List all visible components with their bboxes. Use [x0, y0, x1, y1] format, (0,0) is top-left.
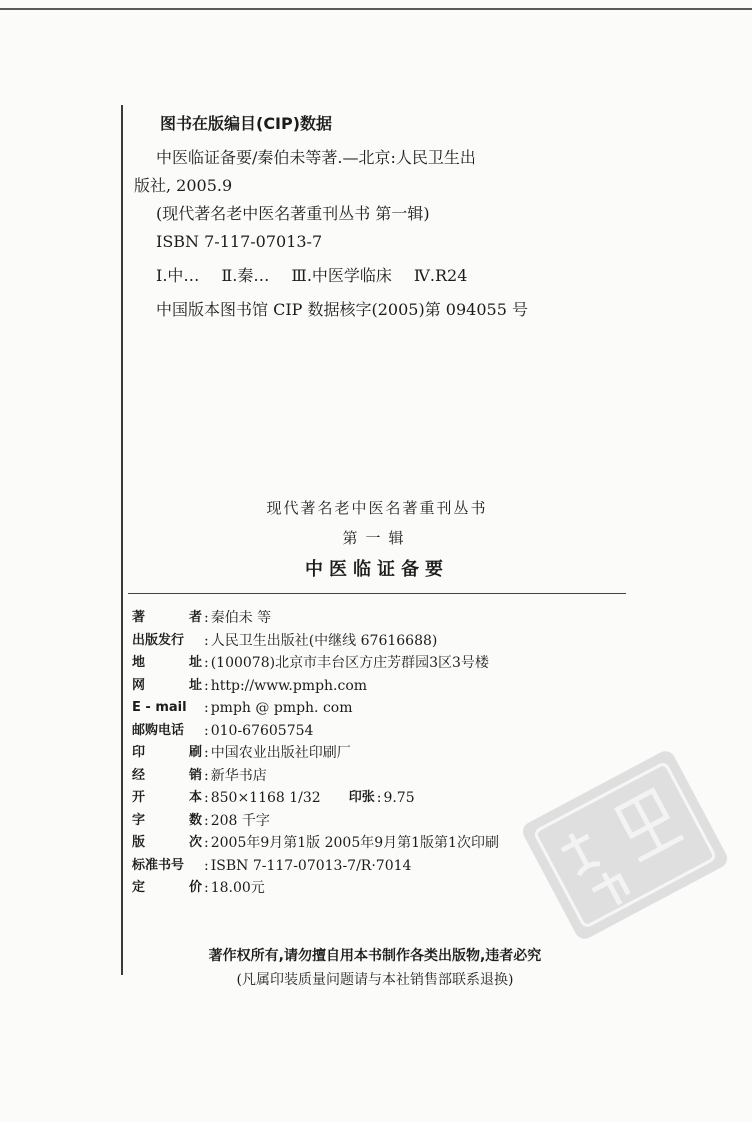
row-value: 人民卫生出版社(中继线 67616688)	[210, 632, 438, 649]
row-label: 印 刷	[132, 745, 202, 760]
cip-heading: 图书在版编目(CIP)数据	[160, 114, 333, 133]
row-value: 850×1168 1/32	[210, 790, 321, 806]
row-value: (100078)北京市丰台区方庄芳群园3区3号楼	[210, 655, 489, 671]
row-value: 208 千字	[210, 812, 270, 829]
title-divider	[128, 593, 626, 594]
row-label: 出版发行	[132, 632, 185, 648]
colophon-row-price: 定 价 : 18.00元	[132, 877, 632, 900]
row-value: http://www.pmph.com	[210, 677, 368, 694]
row-label: 标准书号	[132, 857, 185, 873]
row-value: ISBN 7-117-07013-7/R·7014	[210, 857, 412, 874]
colophon-row-author: 著 者 : 秦伯未 等	[132, 607, 632, 630]
row-value: 2005年9月第1版 2005年9月第1版第1次印刷	[210, 835, 499, 851]
cip-block	[134, 112, 614, 324]
row-value: 新华书店	[210, 767, 267, 784]
colophon-row-address: 地 址 : (100078)北京市丰台区方庄芳群园3区3号楼	[132, 652, 632, 675]
row-value: 秦伯未 等	[210, 610, 272, 626]
colophon-row-email: E - mail : pmph @ pmph. com	[132, 697, 632, 720]
cip-core-number: 中国版本图书馆 CIP 数据核字(2005)第 094055 号	[156, 300, 528, 319]
cip-class-4: Ⅳ.R24	[413, 266, 468, 285]
row-value: 中国农业出版社印刷厂	[210, 745, 351, 761]
colophon-row-printer: 印 刷 : 中国农业出版社印刷厂	[132, 742, 632, 765]
row-label: 邮购电话	[132, 722, 185, 738]
row-label: 著 者	[132, 610, 202, 625]
row-label: 字 数	[132, 812, 202, 828]
row-value: pmph @ pmph. com	[210, 700, 353, 716]
row-value: 18.00元	[210, 880, 265, 896]
left-margin-rule	[121, 105, 123, 975]
sheets-label: 印张	[348, 790, 375, 805]
colophon-row-wordcount: 字 数 : 208 千字	[132, 810, 632, 833]
colophon-row-format: 开 本 : 850×1168 1/32 印张 : 9.75	[132, 787, 632, 810]
cip-class-1: Ⅰ.中…	[156, 266, 200, 285]
colophon-row-isbn: 标准书号 : ISBN 7-117-07013-7/R·7014	[132, 855, 632, 878]
cip-classification	[134, 262, 614, 290]
row-label: 网 址	[132, 677, 202, 693]
cip-publisher-line: 版社, 2005.9	[134, 176, 233, 195]
cip-class-3: Ⅲ.中医学临床	[291, 266, 392, 285]
row-label: 开 本	[132, 790, 202, 805]
book-title: 中医临证备要	[305, 559, 449, 580]
cip-title-line: 中医临证备要/秦伯未等著.—北京:人民卫生出	[156, 148, 476, 167]
row-value: 010-67605754	[210, 722, 314, 739]
colophon-row-distributor: 经 销 : 新华书店	[132, 765, 632, 788]
row-label: 地 址	[132, 655, 202, 670]
sheets-value: 9.75	[383, 790, 415, 806]
copyright-notice: 著作权所有,请勿擅自用本书制作各类出版物,违者必究	[208, 948, 542, 964]
series-volume: 第一辑	[342, 529, 412, 547]
row-label: 版 次	[132, 835, 202, 850]
colophon-row-publisher: 出版发行 : 人民卫生出版社(中继线 67616688)	[132, 630, 632, 653]
colophon-row-website: 网 址 : http://www.pmph.com	[132, 675, 632, 698]
row-label: E - mail	[132, 700, 187, 715]
colophon-row-phone: 邮购电话 : 010-67605754	[132, 720, 632, 743]
colophon-row-edition: 版 次 : 2005年9月第1版 2005年9月第1版第1次印刷	[132, 832, 632, 855]
row-label: 经 销	[132, 767, 202, 783]
series-name: 现代著名老中医名著重刊丛书	[266, 499, 488, 517]
colophon-table	[132, 607, 632, 900]
top-border-rule	[0, 8, 752, 10]
cip-series-line: (现代著名老中医名著重刊丛书 第一辑)	[156, 204, 430, 223]
cip-class-2: Ⅱ.秦…	[221, 266, 270, 285]
row-label: 定 价	[132, 880, 202, 895]
returns-notice: (凡属印装质量问题请与本社销售部联系退换)	[236, 972, 514, 988]
cip-isbn: ISBN 7-117-07013-7	[156, 232, 323, 251]
